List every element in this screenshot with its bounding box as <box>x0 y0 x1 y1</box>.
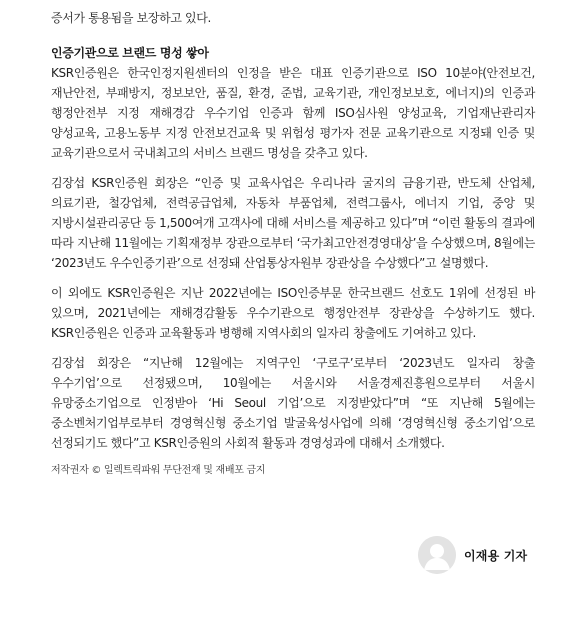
paragraph-4: 김장섭 회장은 “지난해 12월에는 지역구인 ‘구로구’로부터 ‘2023년도 일자리 창출 우수기업’으로 선정됐으며, 10월에는 서울시와 서울경제진흥원으로부터 서울시 유망중소기업으로 인정받아 ‘Hi Seoul 기업’으로 지정받았다”며 “또 지난해 5월에는 중소벤처기업부로부터 경영혁신형 중소기업 발굴육성사업에 의해 ‘경영혁신형 중소기업’으로 선정되기도 했다”고 KSR인증원의 사회적 활동과 경영성과에 대해서 소개했다. <box>51 356 535 450</box>
paragraph-3: 이 외에도 KSR인증원은 지난 2022년에는 ISO인증부문 한국브랜드 선호도 1위에 선정된 바 있으며, 2021년에는 재해경감활동 우수기관으로 행정안전부 장관상을 수상하기도 했다. KSR인증원은 인증과 교육활동과 병행해 지역사회의 일자리 창출에도 기여하고 있다. <box>51 286 535 340</box>
byline <box>418 536 527 574</box>
paragraph-1: KSR인증원은 한국인정지원센터의 인정을 받은 대표 인증기관으로 ISO 10분야(안전보건, 재난안전, 부패방지, 정보보안, 품질, 환경, 준법, 교육기관, 개인정보보호, 에너지)의 인증과 행정안전부 지정 재해경감 우수기업 인증과 함께 ISO심사원 양성교육, 기업재난관리자 양성교육, 고용노동부 지정 안전보건교육 및 위험성 평가자 전문 교육기관으로 지정돼 인증 및 교육기관으로서 국내최고의 서비스 브랜드 명성을 갖추고 있다. <box>51 66 535 160</box>
article-body <box>51 8 535 479</box>
intro-tail-text: 증서가 통용됨을 보장하고 있다. <box>51 11 212 25</box>
paragraph-2: 김장섭 KSR인증원 회장은 “인증 및 교육사업은 우리나라 굴지의 금융기관, 반도체 산업체, 의료기관, 철강업체, 전력공급업체, 자동차 부품업체, 전력그룹사, 에너지 기업, 중앙 및 지방시설관리공단 등 1,500여개 고객사에 대해 서비스를 제공하고 있다”며 “이런 활동의 결과에 따라 지난해 11월에는 기획재정부 장관으로부터 ‘국가최고안전경영대상’을 수상했으며, 8월에는 ‘2023년도 우수인증기관’으로 선정돼 산업통상자원부 장관상을 수상했다”고 설명했다. <box>51 176 535 270</box>
section-heading: 인증기관으로 브랜드 명성 쌓아 <box>51 46 209 60</box>
reporter-name[interactable]: 이재용 기자 <box>464 548 528 563</box>
copyright-notice: 저작권자 © 일렉트릭파워 무단전재 및 재배포 금지 <box>51 465 266 476</box>
person-avatar-icon[interactable] <box>418 536 456 574</box>
